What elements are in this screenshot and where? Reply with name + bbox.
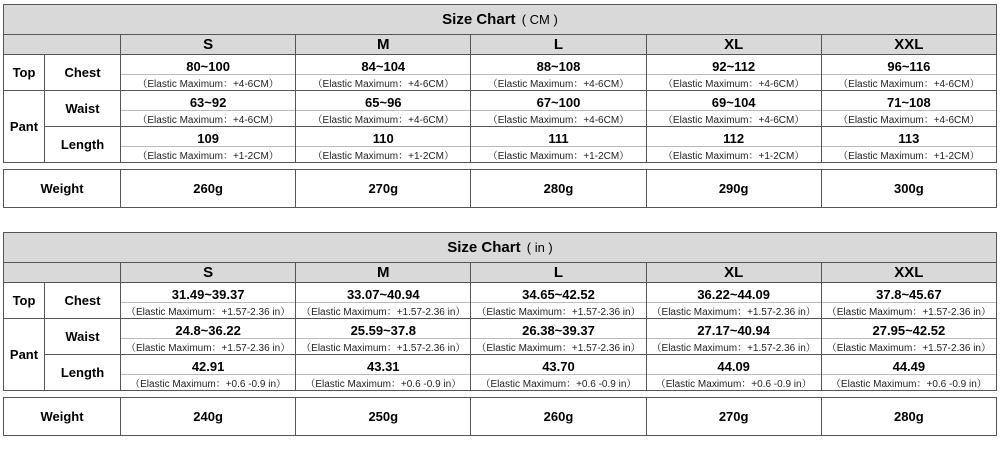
waist-note: （Elastic Maximum：+1.57-2.36 in） <box>471 339 646 355</box>
title-text: Size Chart <box>447 239 521 256</box>
waist-note: （Elastic Maximum：+4-6CM） <box>121 111 296 127</box>
length-note: （Elastic Maximum：+0.6 -0.9 in） <box>296 375 471 391</box>
waist-value: 69~104 <box>646 91 821 111</box>
group-label-top: Top <box>4 283 45 319</box>
length-value: 109 <box>121 127 296 147</box>
waist-value-row <box>4 91 997 111</box>
row-label-length: Length <box>45 127 121 163</box>
chest-note: （Elastic Maximum：+1.57-2.36 in） <box>646 303 821 319</box>
length-note: （Elastic Maximum：+1-2CM） <box>646 147 821 163</box>
length-value: 43.70 <box>471 355 646 375</box>
waist-value: 63~92 <box>121 91 296 111</box>
chest-value: 36.22~44.09 <box>646 283 821 303</box>
length-note: （Elastic Maximum：+1-2CM） <box>121 147 296 163</box>
waist-value: 27.95~42.52 <box>821 319 996 339</box>
chest-note: （Elastic Maximum：+1.57-2.36 in） <box>121 303 296 319</box>
waist-note: （Elastic Maximum：+4-6CM） <box>296 111 471 127</box>
row-label-chest: Chest <box>45 55 121 91</box>
length-note-row <box>4 375 997 391</box>
chest-value: 31.49~39.37 <box>121 283 296 303</box>
size-header: S <box>121 35 296 55</box>
length-value: 42.91 <box>121 355 296 375</box>
length-value-row <box>4 355 997 375</box>
weight-value: 270g <box>646 398 821 436</box>
header-blank <box>4 35 121 55</box>
chest-value: 37.8~45.67 <box>821 283 996 303</box>
table-title <box>4 5 997 35</box>
chest-value: 96~116 <box>821 55 996 75</box>
waist-note-row <box>4 339 997 355</box>
weight-value: 290g <box>646 170 821 208</box>
row-label-chest: Chest <box>45 283 121 319</box>
length-note: （Elastic Maximum：+1-2CM） <box>471 147 646 163</box>
group-label-top: Top <box>4 55 45 91</box>
weight-value: 240g <box>121 398 296 436</box>
weight-value: 250g <box>296 398 471 436</box>
spacer <box>4 163 997 170</box>
title-text: Size Chart <box>442 11 516 28</box>
weight-value: 260g <box>121 170 296 208</box>
length-note: （Elastic Maximum：+1-2CM） <box>296 147 471 163</box>
chest-value: 33.07~40.94 <box>296 283 471 303</box>
size-header: XL <box>646 263 821 283</box>
weight-row <box>4 170 997 208</box>
unit-text: ( CM ) <box>521 12 558 27</box>
waist-note: （Elastic Maximum：+1.57-2.36 in） <box>821 339 996 355</box>
waist-note: （Elastic Maximum：+4-6CM） <box>471 111 646 127</box>
row-label-weight: Weight <box>4 398 121 436</box>
weight-value: 270g <box>296 170 471 208</box>
group-label-pant: Pant <box>4 91 45 163</box>
row-label-length: Length <box>45 355 121 391</box>
waist-value: 71~108 <box>821 91 996 111</box>
waist-note: （Elastic Maximum：+1.57-2.36 in） <box>121 339 296 355</box>
waist-value: 24.8~36.22 <box>121 319 296 339</box>
size-header: L <box>471 35 646 55</box>
chest-note: （Elastic Maximum：+1.57-2.36 in） <box>821 303 996 319</box>
waist-value: 65~96 <box>296 91 471 111</box>
length-note: （Elastic Maximum：+1-2CM） <box>821 147 996 163</box>
length-value: 111 <box>471 127 646 147</box>
waist-note: （Elastic Maximum：+1.57-2.36 in） <box>296 339 471 355</box>
size-header: XXL <box>821 35 996 55</box>
length-note: （Elastic Maximum：+0.6 -0.9 in） <box>121 375 296 391</box>
chest-note: （Elastic Maximum：+4-6CM） <box>121 75 296 91</box>
length-value: 110 <box>296 127 471 147</box>
weight-row <box>4 398 997 436</box>
chest-value: 80~100 <box>121 55 296 75</box>
chest-value: 92~112 <box>646 55 821 75</box>
length-value-row <box>4 127 997 147</box>
waist-value: 67~100 <box>471 91 646 111</box>
size-header: M <box>296 263 471 283</box>
weight-value: 300g <box>821 170 996 208</box>
chest-value-row <box>4 55 997 75</box>
chest-value: 34.65~42.52 <box>471 283 646 303</box>
length-value: 112 <box>646 127 821 147</box>
chest-value: 84~104 <box>296 55 471 75</box>
size-chart-cm-table <box>3 4 997 208</box>
size-header: L <box>471 263 646 283</box>
waist-note: （Elastic Maximum：+1.57-2.36 in） <box>646 339 821 355</box>
weight-value: 280g <box>471 170 646 208</box>
size-header-row <box>4 263 997 283</box>
waist-value-row <box>4 319 997 339</box>
waist-value: 25.59~37.8 <box>296 319 471 339</box>
length-value: 43.31 <box>296 355 471 375</box>
chest-value-row <box>4 283 997 303</box>
size-header: M <box>296 35 471 55</box>
size-header: XL <box>646 35 821 55</box>
length-value: 44.09 <box>646 355 821 375</box>
row-label-weight: Weight <box>4 170 121 208</box>
length-note: （Elastic Maximum：+0.6 -0.9 in） <box>471 375 646 391</box>
row-label-waist: Waist <box>45 319 121 355</box>
length-value: 44.49 <box>821 355 996 375</box>
chest-note: （Elastic Maximum：+4-6CM） <box>821 75 996 91</box>
waist-value: 26.38~39.37 <box>471 319 646 339</box>
spacer <box>4 391 997 398</box>
chest-note-row <box>4 75 997 91</box>
chest-value: 88~108 <box>471 55 646 75</box>
size-header-row <box>4 35 997 55</box>
length-note: （Elastic Maximum：+0.6 -0.9 in） <box>821 375 996 391</box>
length-note: （Elastic Maximum：+0.6 -0.9 in） <box>646 375 821 391</box>
waist-note-row <box>4 111 997 127</box>
unit-text: ( in ) <box>526 240 553 255</box>
waist-note: （Elastic Maximum：+4-6CM） <box>821 111 996 127</box>
spacer-row <box>4 163 997 170</box>
header-blank <box>4 263 121 283</box>
chest-note: （Elastic Maximum：+4-6CM） <box>296 75 471 91</box>
waist-note: （Elastic Maximum：+4-6CM） <box>646 111 821 127</box>
size-header: S <box>121 263 296 283</box>
chest-note: （Elastic Maximum：+1.57-2.36 in） <box>296 303 471 319</box>
size-chart-in-table <box>3 232 997 436</box>
group-label-pant: Pant <box>4 319 45 391</box>
length-value: 113 <box>821 127 996 147</box>
table-title <box>4 233 997 263</box>
weight-value: 280g <box>821 398 996 436</box>
row-label-waist: Waist <box>45 91 121 127</box>
chest-note: （Elastic Maximum：+1.57-2.36 in） <box>471 303 646 319</box>
chest-note-row <box>4 303 997 319</box>
spacer-row <box>4 391 997 398</box>
chest-note: （Elastic Maximum：+4-6CM） <box>471 75 646 91</box>
waist-value: 27.17~40.94 <box>646 319 821 339</box>
chest-note: （Elastic Maximum：+4-6CM） <box>646 75 821 91</box>
size-header: XXL <box>821 263 996 283</box>
length-note-row <box>4 147 997 163</box>
weight-value: 260g <box>471 398 646 436</box>
